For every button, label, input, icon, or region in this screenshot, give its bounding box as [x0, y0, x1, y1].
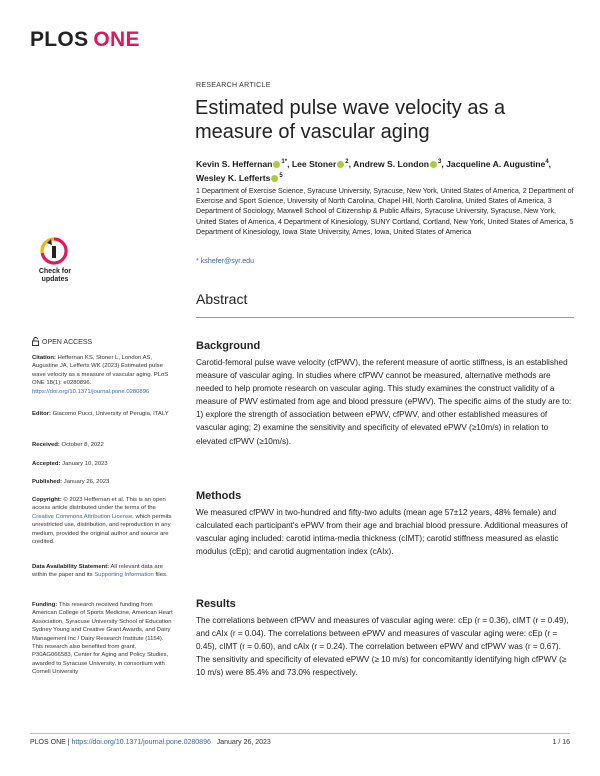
journal-logo	[30, 28, 140, 52]
orcid-icon[interactable]	[271, 175, 278, 182]
background-text: Carotid-femoral pulse wave velocity (cfPWV), the referent measure of aortic stiffness, is an established measure of vascular aging. In studies where cfPWV cannot be measured, alternative methods are needed to help promote research on vascular aging. This study examines the construct validity of a measure of PWV estimated from age and blood pressure (ePWV). The specific aims of the study are to: 1) explore the strength of association between ePWV, cfPWV, and other established measures of vascular aging; 2) examine the sensitivity and specificity of elevated ePWV (≥10m/s) in relation to elevated cfPWV (≥10m/s).	[196, 358, 572, 446]
funding-text: This research received funding from American College of Sports Medicine, American Heart Association, Syracuse University School of Education Sydney Young and Creative Grant Awards, and Dairy Management Inc / Dairy Research Institute (1154). This research also benefited from grant, P30AG066583, Center for Aging and Policy Studies, awarded to Syracuse University, in consortium with Cornell University	[32, 602, 173, 676]
author-name: Wesley K. Lefferts	[196, 173, 271, 184]
affiliations: 1 Department of Exercise Science, Syracuse University, Syracuse, New York, United States of America, 2 Department of Exercise and Sport Science, University of North Carolina, Chapel Hill, North Carolina, United States of America, 3 Department of Sociology, Maxwell School of Citizenship & Public Affairs, Syracuse University, Syracuse, New York, United States of America, 4 Department of Kinesiology, SUNY Cortland, Cortland, New York, United States of America, 5 Department of Kinesiology, Iowa State University, Ames, Iowa, United States of America	[196, 187, 574, 236]
data-availability-label: Data Availability Statement:	[32, 564, 110, 570]
author-name: Jacqueline A. Augustine	[446, 158, 546, 169]
methods-heading: Methods	[196, 490, 242, 502]
citation-doi-link[interactable]: https://doi.org/10.1371/journal.pone.0280896	[32, 388, 150, 395]
logo-one: ONE	[93, 28, 140, 51]
received-block	[32, 441, 174, 449]
funding-block	[32, 601, 174, 677]
open-lock-icon	[32, 337, 39, 346]
published-date: January 26, 2023	[63, 479, 110, 485]
citation-text: Heffernan KS, Stoner L, London AS, Augustine JA, Lefferts WK (2023) Estimated pulse wave velocity as a measure of vascular aging. PLoS ONE 18(1): e0280896.	[32, 355, 169, 387]
footer-divider	[30, 733, 570, 734]
methods-text: We measured cfPWV in two-hundred and fifty-two adults (mean age 57±12 years, 48% female) and calculated each participant's ePWV from their age and brachial blood pressure. Additional measures of vascular aging included: carotid intima-media thickness (cIMT); carotid stiffness measured as elastic modulus (cEp); and carotid augmentation index (cAIx).	[196, 508, 568, 557]
orcid-icon[interactable]	[273, 161, 280, 168]
copyright-text-end: which permits unrestricted use, distribution, and reproduction in any medium, provided the original author and source are credited.	[32, 513, 172, 546]
author-affiliation-marker: 3	[438, 159, 442, 165]
orcid-icon[interactable]	[430, 161, 437, 168]
correspondence	[196, 257, 254, 265]
funding-label: Funding:	[32, 602, 58, 608]
received-date: October 8, 2022	[61, 442, 104, 448]
author-list: Kevin S. Heffernan $^{1*}$, Lee Stoner $^2$, Andrew S. London $^3$, Jacqueline A. Augustine$^4$, Wesley K. Lefferts $^5$	[196, 158, 552, 184]
logo-plos: PLOS	[30, 28, 89, 51]
article-type: RESEARCH ARTICLE	[196, 82, 271, 89]
correspondence-email[interactable]: * kshefer@syr.edu	[196, 257, 255, 265]
orcid-icon[interactable]	[337, 161, 344, 168]
copyright-label: Copyright:	[32, 497, 62, 503]
accepted-label: Accepted:	[32, 461, 61, 467]
author-affiliation-marker: 1*	[281, 159, 288, 165]
author-affiliation-marker: 4	[545, 159, 549, 165]
data-availability-text-end: files.	[155, 572, 168, 579]
page-number: 1 / 16	[552, 739, 570, 746]
accepted-date: January 10, 2023	[62, 461, 108, 467]
accepted-block	[32, 460, 174, 468]
footer-doi-link[interactable]: https://doi.org/10.1371/journal.pone.0280896	[71, 739, 211, 746]
received-label: Received:	[32, 442, 60, 448]
abstract-heading: Abstract	[196, 291, 248, 307]
data-availability-text: All relevant data are within the paper and its	[32, 564, 163, 579]
license-link[interactable]: Creative Commons Attribution License,	[32, 513, 134, 520]
supporting-info-link[interactable]: Supporting Information	[94, 572, 154, 579]
editor-text: Giacomo Pucci, University of Perugia, ITALY	[52, 411, 169, 417]
results-heading: Results	[196, 598, 236, 610]
open-access-label: OPEN ACCESS	[42, 339, 93, 346]
editor-label: Editor:	[32, 411, 51, 417]
citation-block	[32, 354, 174, 396]
published-label: Published:	[32, 479, 63, 485]
check-updates-icon	[31, 237, 77, 267]
abstract-divider	[196, 317, 574, 318]
footer-journal: PLOS ONE	[30, 739, 66, 746]
footer-date: January 26, 2023	[216, 739, 271, 746]
author-affiliation-marker: 2	[345, 159, 349, 165]
page-footer: PLOS ONE | https://doi.org/10.1371/journal.pone.0280896 January 26, 2023 1 / 16	[30, 739, 570, 746]
editor-block	[32, 410, 174, 418]
open-access-badge	[32, 337, 92, 346]
author-name: Lee Stoner	[291, 158, 337, 169]
copyright-block	[32, 496, 174, 546]
results-text: The correlations between cfPWV and measures of vascular aging were: cEp (r = 0.36), cIMT (r = 0.49), and cAIx (r = 0.04). The correlations between ePWV and measures of vascular aging were: cEp (r = 0.45), cIMT (r = 0.60), and cAIx (r = 0.24). The correlation between ePWV and cfPWV was (r = 0.67). The sensitivity and specificity of elevated ePWV (≥ 10 m/s) for concomitantly identifying high cfPWV (≥ 10 m/s) were 85.4% and 73.0% respectively.	[196, 616, 569, 678]
copyright-text: © 2023 Heffernan et al. This is an open access article distributed under the terms of the	[32, 497, 166, 512]
data-availability-block	[32, 563, 174, 580]
published-block	[32, 478, 174, 486]
author-name: Andrew S. London	[353, 158, 430, 169]
background-heading: Background	[196, 340, 261, 352]
citation-label: Citation:	[32, 355, 56, 361]
author-name: Kevin S. Heffernan	[196, 158, 273, 169]
author-affiliation-marker: 5	[279, 173, 283, 180]
check-updates-label: Check for updates	[38, 268, 72, 283]
article-title: Estimated pulse wave velocity as a measure of vascular aging	[195, 97, 506, 143]
